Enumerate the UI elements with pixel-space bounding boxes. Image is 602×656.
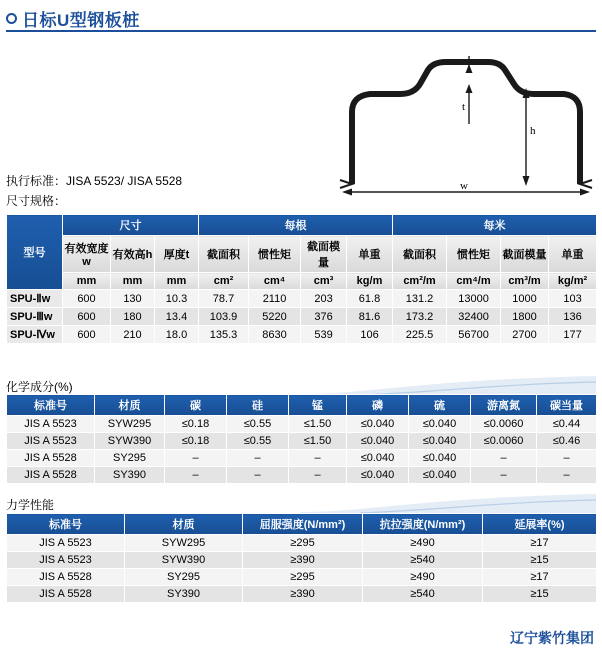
dim-row-0-val-3: 78.7 [199,290,249,308]
dim-row-2-val-1: 210 [111,326,155,344]
dim-row-1-val-4: 5220 [249,308,301,326]
chem-row-3-col-1: SY390 [95,467,165,484]
dim-row-2-val-5: 539 [301,326,347,344]
mech-row-3-col-1: SY390 [125,586,243,603]
dim-row-1-model: SPU-Ⅲw [7,308,63,326]
page-title-text: 日标U型钢板桩 [22,11,140,30]
table-row [7,416,597,433]
dim-row-0-val-0: 600 [63,290,111,308]
dim-unit-1: mm [111,273,155,290]
dim-unit-10: kg/m² [549,273,597,290]
chem-row-2-col-6: ≤0.040 [409,450,471,467]
dim-row-0-val-8: 13000 [447,290,501,308]
chem-row-1-col-8: ≤0.46 [537,433,597,450]
svg-text:t: t [462,101,466,113]
chem-header-4: 锰 [289,395,347,416]
dim-row-2-val-7: 225.5 [393,326,447,344]
chem-row-0-col-8: ≤0.44 [537,416,597,433]
mech-row-0-col-1: SYW295 [125,535,243,552]
dim-subheader-1: 有效高h [111,236,155,273]
dim-row-1-val-6: 81.6 [347,308,393,326]
svg-text:w: w [460,180,468,192]
decorative-swoosh [300,492,596,514]
mech-row-2-col-2: ≥295 [243,569,363,586]
table-row [7,552,597,569]
dim-subheader-7: 截面积 [393,236,447,273]
dim-row-1-val-8: 32400 [447,308,501,326]
decorative-swoosh [300,374,596,396]
mechanical-header-row [7,514,597,535]
sheet-pile-profile-diagram [330,52,598,200]
table-row [7,290,597,308]
chem-header-7: 游离氮 [471,395,537,416]
mech-row-3-col-0: JIS A 5528 [7,586,125,603]
dim-row-2-val-10: 177 [549,326,597,344]
dim-row-2-val-2: 18.0 [155,326,199,344]
dim-unit-6: kg/m [347,273,393,290]
dim-row-2-val-6: 106 [347,326,393,344]
dim-header-per-piece: 每根 [199,215,393,236]
chem-header-0: 标准号 [7,395,95,416]
dim-subheader-4: 惯性矩 [249,236,301,273]
dim-subheader-3: 截面积 [199,236,249,273]
chem-row-0-col-3: ≤0.55 [227,416,289,433]
dim-unit-2: mm [155,273,199,290]
table-row [7,326,597,344]
mech-header-0: 标准号 [7,514,125,535]
mech-row-1-col-2: ≥390 [243,552,363,569]
dim-row-1-val-2: 13.4 [155,308,199,326]
mech-row-3-col-4: ≥15 [483,586,597,603]
chem-row-1-col-6: ≤0.040 [409,433,471,450]
dim-unit-4: cm⁴ [249,273,301,290]
chem-row-1-col-7: ≤0.0060 [471,433,537,450]
chem-row-2-col-0: JIS A 5528 [7,450,95,467]
mech-header-4: 延展率(%) [483,514,597,535]
dim-row-1-val-5: 376 [301,308,347,326]
svg-text:h: h [530,125,536,137]
chem-row-3-col-0: JIS A 5528 [7,467,95,484]
dim-group-header-row [7,215,597,236]
table-row [7,308,597,326]
chem-row-1-col-1: SYW390 [95,433,165,450]
dim-row-0-val-10: 103 [549,290,597,308]
dim-header-model: 型号 [7,215,63,290]
dim-header-size: 尺寸 [63,215,199,236]
chemistry-header-row [7,395,597,416]
dim-row-0-val-5: 203 [301,290,347,308]
mech-row-1-col-1: SYW390 [125,552,243,569]
mech-row-2-col-0: JIS A 5528 [7,569,125,586]
table-row [7,433,597,450]
dim-unit-row [7,273,597,290]
dim-subheader-2: 厚度t [155,236,199,273]
chem-row-3-col-6: ≤0.040 [409,467,471,484]
dim-row-1-val-7: 173.2 [393,308,447,326]
chem-row-0-col-1: SYW295 [95,416,165,433]
chem-row-1-col-3: ≤0.55 [227,433,289,450]
dim-row-0-val-2: 10.3 [155,290,199,308]
dim-row-2-val-0: 600 [63,326,111,344]
chem-row-0-col-6: ≤0.040 [409,416,471,433]
chem-row-0-col-2: ≤0.18 [165,416,227,433]
chem-row-3-col-5: ≤0.040 [347,467,409,484]
mech-header-2: 屈服强度(N/mm²) [243,514,363,535]
mech-row-3-col-3: ≥540 [363,586,483,603]
chem-row-2-col-8: – [537,450,597,467]
dim-subheader-6: 单重 [347,236,393,273]
chem-row-3-col-7: – [471,467,537,484]
mech-row-0-col-0: JIS A 5523 [7,535,125,552]
dim-row-1-val-10: 136 [549,308,597,326]
dim-row-0-model: SPU-Ⅱw [7,290,63,308]
dim-row-0-val-6: 61.8 [347,290,393,308]
dim-row-0-val-1: 130 [111,290,155,308]
mech-header-1: 材质 [125,514,243,535]
chem-header-6: 硫 [409,395,471,416]
company-footer: 辽宁紫竹集团 [510,630,594,646]
chemistry-caption: 化学成分(%) [6,380,73,394]
dim-row-0-val-9: 1000 [501,290,549,308]
mech-row-2-col-3: ≥490 [363,569,483,586]
table-row [7,586,597,603]
chem-row-2-col-4: – [289,450,347,467]
chem-header-2: 碳 [165,395,227,416]
chem-row-0-col-5: ≤0.040 [347,416,409,433]
dim-unit-8: cm⁴/m [447,273,501,290]
spec-line: 尺寸规格： [6,194,67,208]
dim-unit-0: mm [63,273,111,290]
bullet-circle-icon [6,13,17,24]
mech-row-3-col-2: ≥390 [243,586,363,603]
mech-row-2-col-4: ≥17 [483,569,597,586]
table-row [7,535,597,552]
dim-row-2-model: SPU-Ⅳw [7,326,63,344]
mech-row-1-col-4: ≥15 [483,552,597,569]
dim-header-per-meter: 每米 [393,215,597,236]
dim-subheader-8: 惯性矩 [447,236,501,273]
table-row [7,467,597,484]
standard-line: 执行标准：JISA 5523/ JISA 5528 [6,174,183,188]
chem-row-3-col-3: – [227,467,289,484]
mech-row-2-col-1: SY295 [125,569,243,586]
mech-row-0-col-3: ≥490 [363,535,483,552]
title-divider [6,30,596,32]
dim-subheader-0: 有效宽度w [63,236,111,273]
dim-unit-7: cm²/m [393,273,447,290]
mech-row-0-col-2: ≥295 [243,535,363,552]
dim-row-1-val-9: 1800 [501,308,549,326]
dim-row-1-val-1: 180 [111,308,155,326]
mech-row-0-col-4: ≥17 [483,535,597,552]
chem-row-2-col-7: – [471,450,537,467]
chem-header-1: 材质 [95,395,165,416]
dim-sub-header-row [7,236,597,273]
chem-row-0-col-7: ≤0.0060 [471,416,537,433]
page-title [6,6,140,31]
dim-row-2-val-4: 8630 [249,326,301,344]
chem-row-3-col-8: – [537,467,597,484]
dim-row-1-val-0: 600 [63,308,111,326]
dim-row-1-val-3: 103.9 [199,308,249,326]
mech-row-1-col-0: JIS A 5523 [7,552,125,569]
chem-row-1-col-5: ≤0.040 [347,433,409,450]
dimension-table [6,214,597,344]
chem-row-0-col-0: JIS A 5523 [7,416,95,433]
table-row [7,569,597,586]
dim-unit-3: cm² [199,273,249,290]
chem-row-2-col-3: – [227,450,289,467]
mech-row-1-col-3: ≥540 [363,552,483,569]
chem-row-2-col-1: SY295 [95,450,165,467]
chem-row-2-col-2: – [165,450,227,467]
dim-row-2-val-8: 56700 [447,326,501,344]
chem-header-5: 磷 [347,395,409,416]
chem-row-3-col-4: – [289,467,347,484]
dim-subheader-10: 单重 [549,236,597,273]
chem-row-1-col-0: JIS A 5523 [7,433,95,450]
chem-row-0-col-4: ≤1.50 [289,416,347,433]
mechanical-caption: 力学性能 [6,498,55,512]
dim-row-2-val-9: 2700 [501,326,549,344]
dim-unit-9: cm³/m [501,273,549,290]
chem-header-3: 硅 [227,395,289,416]
chem-row-2-col-5: ≤0.040 [347,450,409,467]
chemistry-table [6,394,597,484]
chem-row-1-col-4: ≤1.50 [289,433,347,450]
chem-row-1-col-2: ≤0.18 [165,433,227,450]
dim-subheader-5: 截面模量 [301,236,347,273]
table-row [7,450,597,467]
dim-row-0-val-7: 131.2 [393,290,447,308]
dim-row-2-val-3: 135.3 [199,326,249,344]
dim-row-0-val-4: 2110 [249,290,301,308]
chem-row-3-col-2: – [165,467,227,484]
dim-subheader-9: 截面模量 [501,236,549,273]
dim-unit-5: cm³ [301,273,347,290]
mech-header-3: 抗拉强度(N/mm²) [363,514,483,535]
chem-header-8: 碳当量 [537,395,597,416]
mechanical-table [6,513,597,603]
